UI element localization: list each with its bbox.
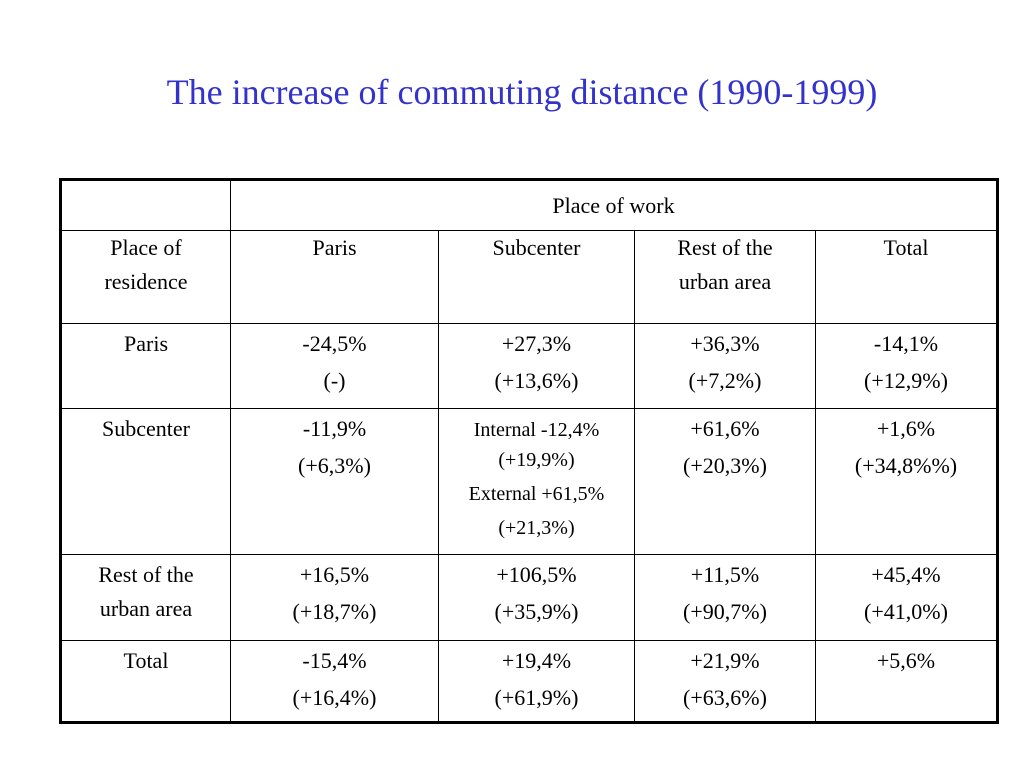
corner-cell bbox=[61, 180, 231, 231]
place-of-residence-header bbox=[61, 231, 231, 324]
residence-label-line-2: residence bbox=[104, 269, 188, 294]
cell-sub-value: (+12,9%) bbox=[864, 368, 948, 393]
table-cell bbox=[816, 641, 998, 723]
cell-value: -15,4% bbox=[302, 648, 367, 673]
cell-sub-value: (+16,4%) bbox=[292, 685, 377, 710]
column-header-paris: Paris bbox=[231, 231, 439, 324]
row-label-total bbox=[61, 641, 231, 723]
cell-value: -11,9% bbox=[302, 416, 367, 441]
row-label-text: Rest of the urban area bbox=[98, 562, 194, 621]
row-label-text: Subcenter bbox=[102, 416, 190, 441]
cell-value: +19,4% bbox=[501, 648, 572, 673]
row-label-paris bbox=[61, 324, 231, 409]
cell-value: +61,6% bbox=[690, 416, 760, 441]
cell-sub-value: (+20,3%) bbox=[683, 453, 767, 478]
table-cell bbox=[439, 324, 635, 409]
cell-sub-value: (+6,3%) bbox=[298, 453, 371, 478]
table-cell bbox=[635, 409, 816, 555]
column-header-row bbox=[61, 231, 998, 324]
cell-value: +27,3% bbox=[501, 331, 572, 356]
column-header-subcenter: Subcenter bbox=[439, 231, 635, 324]
cell-value: +1,6% bbox=[876, 416, 936, 441]
table-cell bbox=[816, 555, 998, 641]
table-header-row bbox=[61, 180, 998, 231]
cell-sub-value: (+7,2%) bbox=[688, 368, 762, 393]
table-cell bbox=[231, 641, 439, 723]
column-header-rest bbox=[635, 231, 816, 324]
row-label-subcenter bbox=[61, 409, 231, 555]
table-cell bbox=[231, 555, 439, 641]
cell-sub-value: (+13,6%) bbox=[494, 368, 579, 393]
cell-sub-value: (+63,6%) bbox=[683, 685, 767, 710]
row-label-text: Paris bbox=[124, 331, 168, 356]
table-cell-split bbox=[439, 409, 635, 555]
cell-value: +21,9% bbox=[690, 648, 760, 673]
cell-sub-value: (+41,0%) bbox=[864, 599, 948, 624]
cell-value: +45,4% bbox=[871, 562, 941, 587]
cell-value: -14,1% bbox=[873, 331, 939, 356]
cell-value: +11,5% bbox=[690, 562, 760, 587]
table-cell bbox=[635, 324, 816, 409]
cell-value: +5,6% bbox=[876, 648, 936, 673]
internal-sub-value: (+19,9%) bbox=[498, 449, 575, 471]
cell-value: -24,5% bbox=[302, 331, 367, 356]
cell-sub-value: (-) bbox=[323, 368, 346, 393]
commuting-table bbox=[59, 178, 999, 724]
cell-sub-value: (+90,7%) bbox=[683, 599, 767, 624]
column-header-rest-label: Rest of the urban area bbox=[677, 235, 773, 294]
table-cell bbox=[231, 324, 439, 409]
cell-sub-value: (+18,7%) bbox=[292, 599, 377, 624]
column-header-total: Total bbox=[816, 231, 998, 324]
external-value: External +61,5% bbox=[468, 483, 605, 505]
table-cell bbox=[439, 641, 635, 723]
table-row bbox=[61, 409, 998, 555]
cell-sub-value: (+34,8%%) bbox=[854, 453, 958, 478]
cell-value: +106,5% bbox=[496, 562, 577, 587]
internal-value: Internal -12,4% bbox=[473, 419, 600, 441]
slide-title: The increase of commuting distance (1990-1999) bbox=[166, 72, 878, 112]
cell-value: +16,5% bbox=[299, 562, 370, 587]
cell-value: +36,3% bbox=[690, 331, 760, 356]
cell-sub-value: (+35,9%) bbox=[494, 599, 579, 624]
table-row bbox=[61, 555, 998, 641]
row-label-text: Total bbox=[123, 648, 169, 673]
table-cell bbox=[816, 324, 998, 409]
cell-sub-value: (+61,9%) bbox=[494, 685, 579, 710]
table-cell bbox=[816, 409, 998, 555]
table-row bbox=[61, 641, 998, 723]
table-cell bbox=[635, 641, 816, 723]
external-sub-value: (+21,3%) bbox=[498, 517, 575, 539]
residence-label-line-1: Place of bbox=[110, 235, 182, 260]
place-of-work-header: Place of work bbox=[231, 180, 998, 231]
table-cell bbox=[231, 409, 439, 555]
table-cell bbox=[439, 555, 635, 641]
table-row bbox=[61, 324, 998, 409]
row-label-rest bbox=[61, 555, 231, 641]
table-cell bbox=[635, 555, 816, 641]
